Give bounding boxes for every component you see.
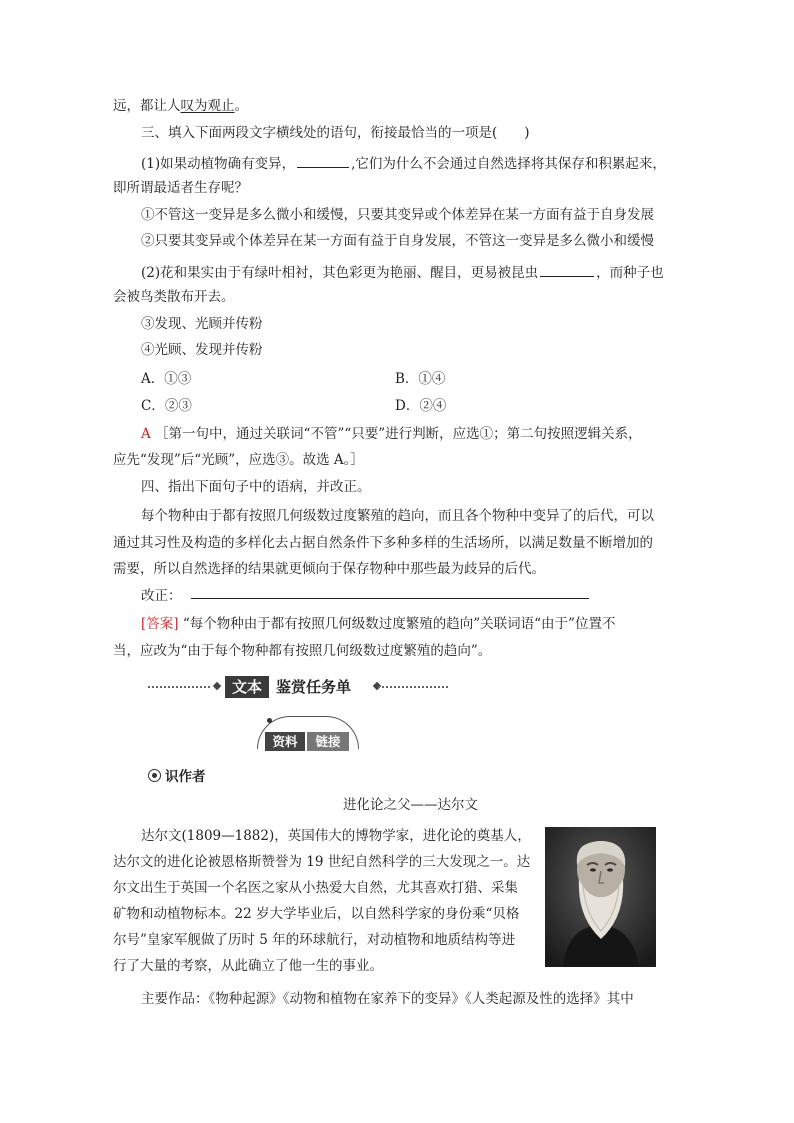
answer-key: [答案] “每个物种由于都有按照几何级数过度繁殖的趋向”关联词语“由于”位置不 bbox=[141, 616, 616, 632]
bio-line: 行了大量的考察，从此确立了他一生的事业。 bbox=[113, 958, 383, 974]
section-banner bbox=[148, 676, 448, 698]
question-4-sentence: 每个物种由于都有按照几何级数过度繁殖的趋向，而且各个物种中变异了的后代，可以 bbox=[141, 508, 654, 524]
paragraph-1: (1)如果动植物确有变异， ,它们为什么不会通过自然选择将其保存和积累起来， bbox=[113, 153, 666, 174]
answer-key-label: [答案] bbox=[141, 616, 179, 632]
question-4-sentence-end: 需要，所以自然选择的结果就更倾向于保存物种中那些最为歧异的后代。 bbox=[113, 561, 545, 577]
option-2: ②只要其变异或个体差异在某一方面有益于自身发展，不管这一变异是多么微小和缓慢 bbox=[141, 233, 654, 249]
banner-dots-right bbox=[378, 686, 448, 688]
article-title: 进化论之父——达尔文 bbox=[343, 797, 478, 813]
fix-label: 改正： bbox=[141, 588, 182, 604]
darwin-portrait-image bbox=[545, 827, 656, 967]
paragraph-1-cont: 即所谓最适者生存呢？ bbox=[113, 180, 248, 196]
answer-key-cont: 当，应改为“由于每个物种都有按照几何级数过度繁殖的趋向”。 bbox=[113, 643, 492, 659]
fill-blank-1 bbox=[297, 153, 349, 168]
resource-link-badge bbox=[257, 716, 357, 752]
choice-d: D．②④ bbox=[395, 398, 447, 414]
choice-a: A．①③ bbox=[141, 371, 192, 387]
portrait-illustration bbox=[545, 827, 656, 967]
bullet-circle-icon bbox=[148, 769, 161, 782]
option-1: ①不管这一变异是多么微小和缓慢，只要其变异或个体差异在某一方面有益于自身发展 bbox=[141, 207, 654, 223]
text-line: 远，都让人叹为观止。 bbox=[113, 98, 248, 114]
banner-dots-left bbox=[148, 686, 210, 688]
question-4-title: 四、指出下面句子中的语病，并改正。 bbox=[141, 479, 371, 495]
author-heading: 识作者 bbox=[148, 765, 206, 785]
bio-line: 矿物和动植物标本。22 岁大学毕业后，以自然科学家的身份乘“贝格 bbox=[113, 906, 520, 922]
fill-blank-2 bbox=[540, 262, 594, 277]
question-4-sentence-cont: 通过其习性及构造的多样化去占据自然条件下多种多样的生活场所，以满足数量不断增加的 bbox=[113, 535, 653, 551]
banner-title: 鉴赏任务单 bbox=[276, 678, 352, 696]
paragraph-2-cont: 会被鸟类散布开去。 bbox=[113, 289, 235, 305]
banner-label-box: 文本 bbox=[225, 676, 269, 698]
badge-dot-icon bbox=[267, 718, 272, 723]
answer-letter: A bbox=[141, 426, 151, 442]
choice-b: B．①④ bbox=[395, 371, 446, 387]
option-4: ④光顾、发现并传粉 bbox=[141, 342, 263, 358]
fix-answer-line bbox=[191, 598, 589, 599]
underlined-phrase: 叹为观止 bbox=[180, 98, 235, 114]
bio-line: 达尔文的进化论被恩格斯赞誉为 19 世纪自然科学的三大发现之一。达 bbox=[113, 854, 531, 870]
answer-explanation: A ［第一句中，通过关联词“不管”“只要”进行判断，应选①；第二句按照逻辑关系， bbox=[141, 426, 642, 442]
option-3: ③发现、光顾并传粉 bbox=[141, 316, 263, 332]
paragraph-2: (2)花和果实由于有绿叶相衬，其色彩更为艳丽、醒目，更易被昆虫 ，而种子也 bbox=[113, 262, 664, 283]
works-line: 主要作品：《物种起源》《动物和植物在家养下的变异》《人类起源及性的选择》其中 bbox=[141, 991, 634, 1007]
badge-label-left: 资料 bbox=[265, 732, 305, 751]
question-3-title: 三、填入下面两段文字横线处的语句，衔接最恰当的一项是( ) bbox=[141, 125, 530, 141]
bio-line: 达尔文(1809—1882)，英国伟大的博物学家，进化论的奠基人， bbox=[141, 828, 531, 844]
choice-c: C．②③ bbox=[141, 398, 192, 414]
diamond-icon bbox=[213, 682, 221, 690]
bio-line: 尔文出生于英国一个名医之家从小热爱大自然，尤其喜欢打猎、采集 bbox=[113, 880, 518, 896]
badge-label-right: 链接 bbox=[307, 732, 349, 751]
bio-line: 尔号”皇家军舰做了历时 5 年的环球航行，对动植物和地质结构等进 bbox=[113, 932, 516, 948]
answer-explanation-cont: 应先“发现”后“光顾”，应选③。故选 A。］ bbox=[113, 452, 364, 468]
